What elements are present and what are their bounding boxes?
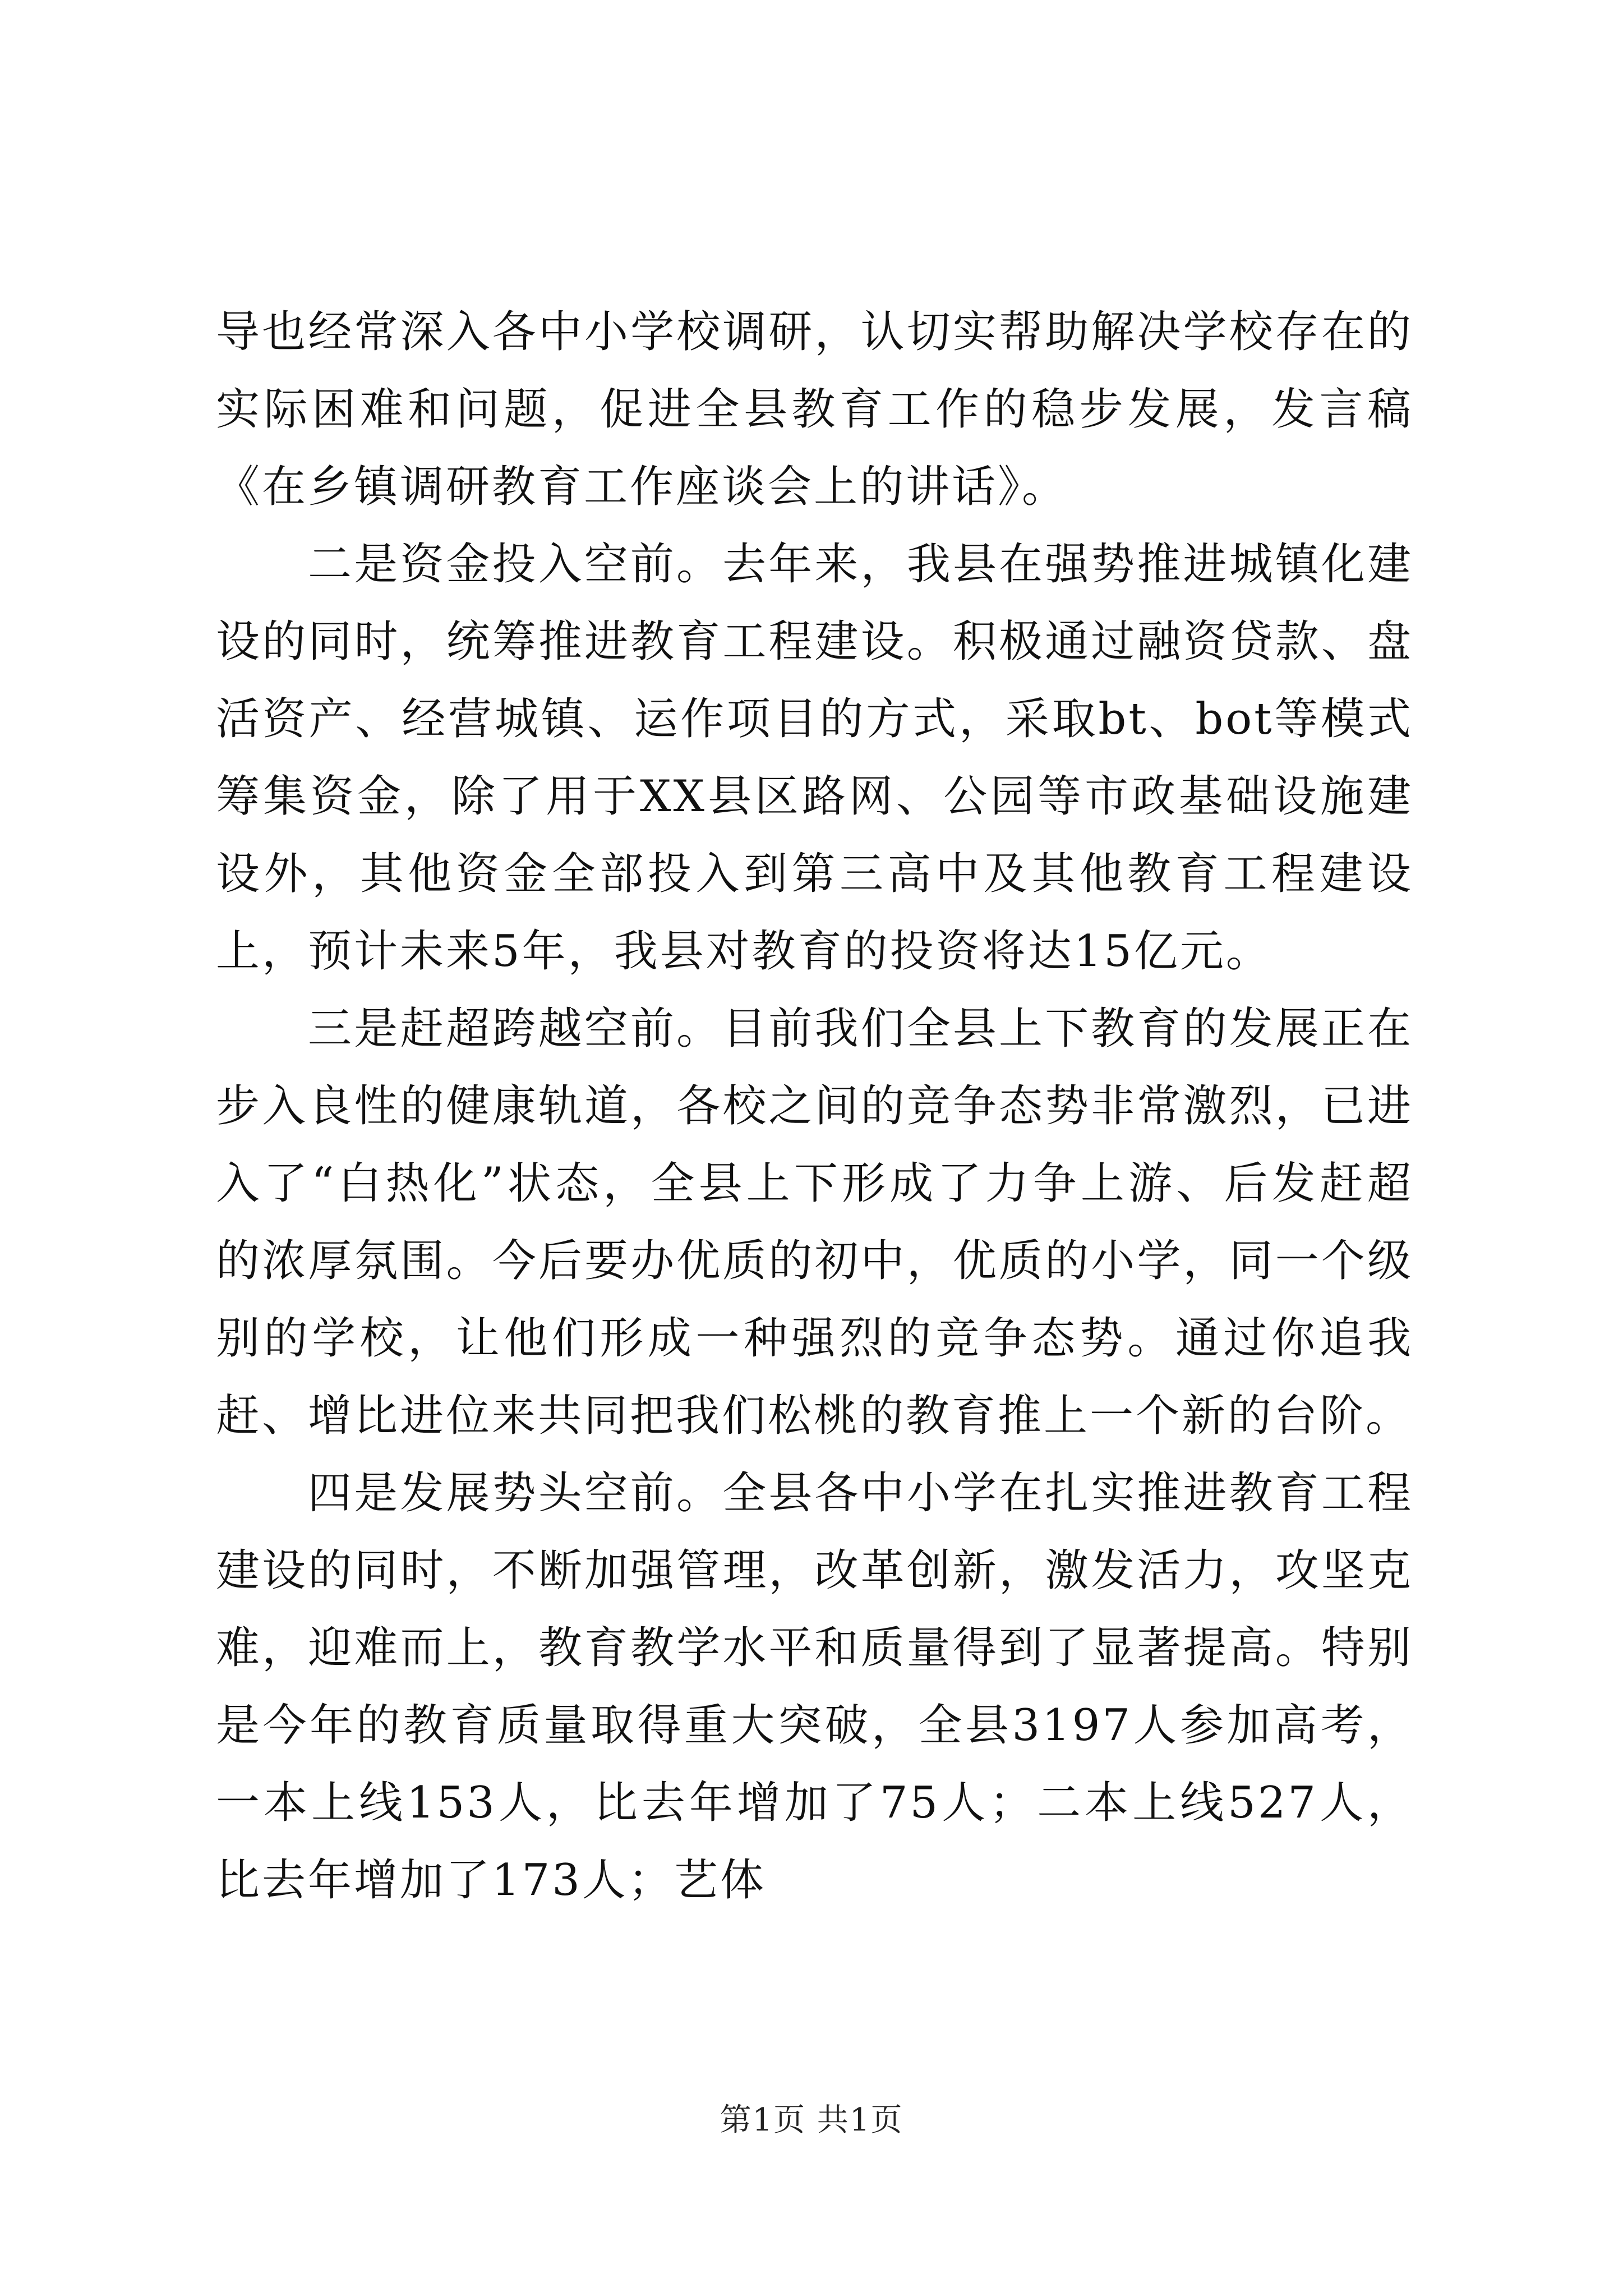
paragraph-funding: 二是资金投入空前。去年来，我县在强势推进城镇化建设的同时，统筹推进教育工程建设。积极通过融资贷款、盘活资产、经营城镇、运作项目的方式，采取bt、bot等模式筹集资金，除了用于XX县区路网、公园等市政基础设施建设外，其他资金全部投入到第三高中及其他教育工程建设上，预计未来5年，我县对教育的投资将达15亿元。 bbox=[216, 539, 1413, 977]
paragraph-continuation: 导也经常深入各中小学校调研，认切实帮助解决学校存在的实际困难和问题，促进全县教育工作的稳步发展，发言稿《在乡镇调研教育工作座谈会上的讲话》。 bbox=[216, 307, 1413, 512]
body-text bbox=[216, 293, 1413, 1919]
page-footer: 第1页 共1页 bbox=[720, 2102, 903, 2138]
paragraph-catch-up: 三是赶超跨越空前。目前我们全县上下教育的发展正在步入良性的健康轨道，各校之间的竞争态势非常激烈，已进入了“白热化”状态，全县上下形成了力争上游、后发赶超的浓厚氛围。今后要办优质的初中，优质的小学，同一个级别的学校，让他们形成一种强烈的竞争态势。通过你追我赶、增比进位来共同把我们松桃的教育推上一个新的台阶。 bbox=[216, 1004, 1413, 1441]
paragraph-momentum: 四是发展势头空前。全县各中小学在扎实推进教育工程建设的同时，不断加强管理，改革创新，激发活力，攻坚克难，迎难而上，教育教学水平和质量得到了显著提高。特别是今年的教育质量取得重大突破，全县3197人参加高考，一本上线153人，比去年增加了75人；二本上线527人，比去年增加了173人；艺体 bbox=[216, 1468, 1413, 1906]
